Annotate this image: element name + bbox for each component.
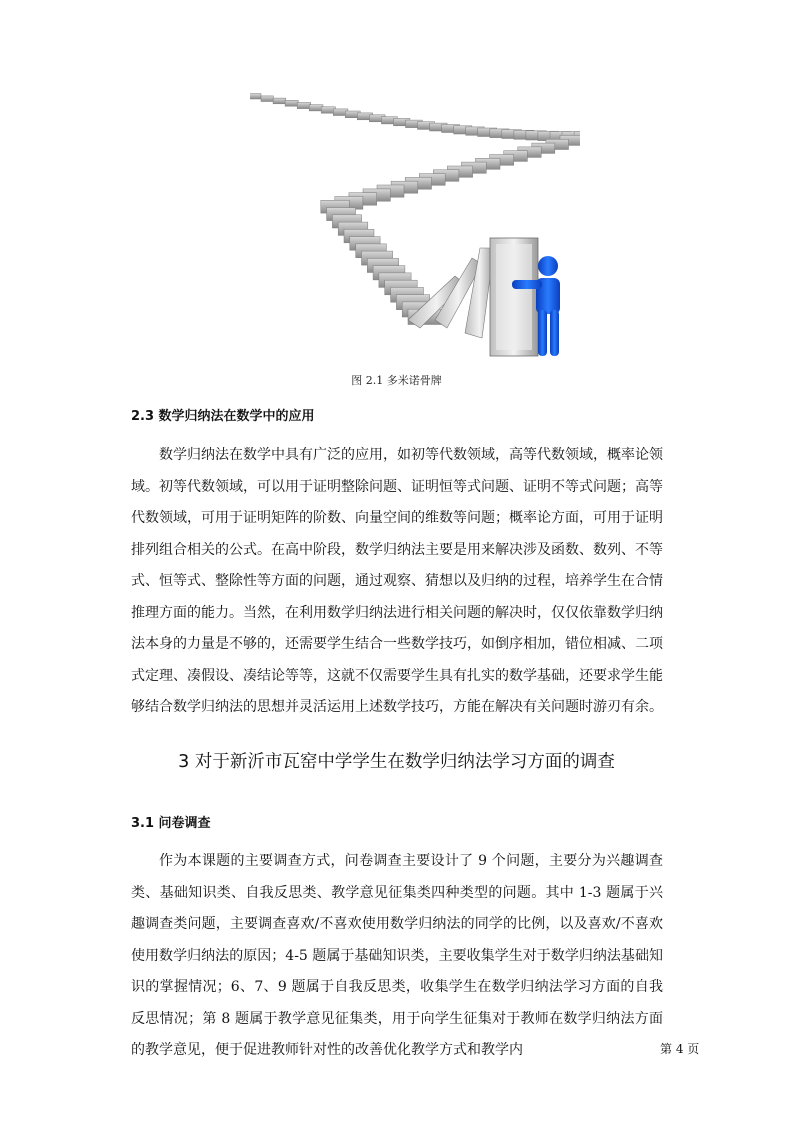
domino-staircase-icon [250, 88, 580, 368]
section-heading-3-1: 3.1 问卷调查 [131, 816, 211, 831]
paragraph-3-1: 作为本课题的主要调查方式，问卷调查主要设计了 9 个问题，主要分为兴趣调查类、基础知识类、自我反思类、教学意见征集类四种类型的问题。其中 1-3 题属于兴趣调查类问题，主要调查喜欢/不喜欢使用数学归纳法的同学的比例，以及喜欢/不喜欢使用数学归纳法的原因；4-5 题属于基础知识类，主要收集学生对于数学归纳法基础知识的掌握情况；6、7、9 题属于自我反思类，收集学生在数学归纳法学习方面的自我反思情况；第 8 题属于教学意见征集类，用于向学生征集对于教师在数学归纳法方面的教学意见，便于促进教师针对性的改善优化教学方式和教学内 [131, 853, 663, 1058]
section-heading-2-3: 2.3 数学归纳法在数学中的应用 [131, 409, 315, 424]
paragraph-2-3: 数学归纳法在数学中具有广泛的应用，如初等代数领域，高等代数领域，概率论领域。初等代数领域，可以用于证明整除问题、证明恒等式问题、证明不等式问题；高等代数领域，可用于证明矩阵的阶数、向量空间的维数等问题；概率论方面，可用于证明排列组合相关的公式。在高中阶段，数学归纳法主要是用来解决涉及函数、数列、不等式、恒等式、整除性等方面的问题，通过观察、猜想以及归纳的过程，培养学生在合情推理方面的能力。当然，在利用数学归纳法进行相关问题的解决时，仅仅依靠数学归纳法本身的力量是不够的，还需要学生结合一些数学技巧，如倒序相加，错位相减、二项式定理、凑假设、凑结论等等，这就不仅需要学生具有扎实的数学基础，还要求学生能够结合数学归纳法的思想并灵活运用上述数学技巧，方能在解决有关问题时游刃有余。 [131, 447, 663, 715]
page-number: 第 4 页 [660, 1042, 700, 1056]
chapter-heading-3: 3 对于新沂市瓦窑中学学生在数学归纳法学习方面的调查 [178, 752, 615, 772]
figure-caption: 图 2.1 多米诺骨牌 [351, 374, 442, 387]
domino-figure [250, 88, 580, 368]
